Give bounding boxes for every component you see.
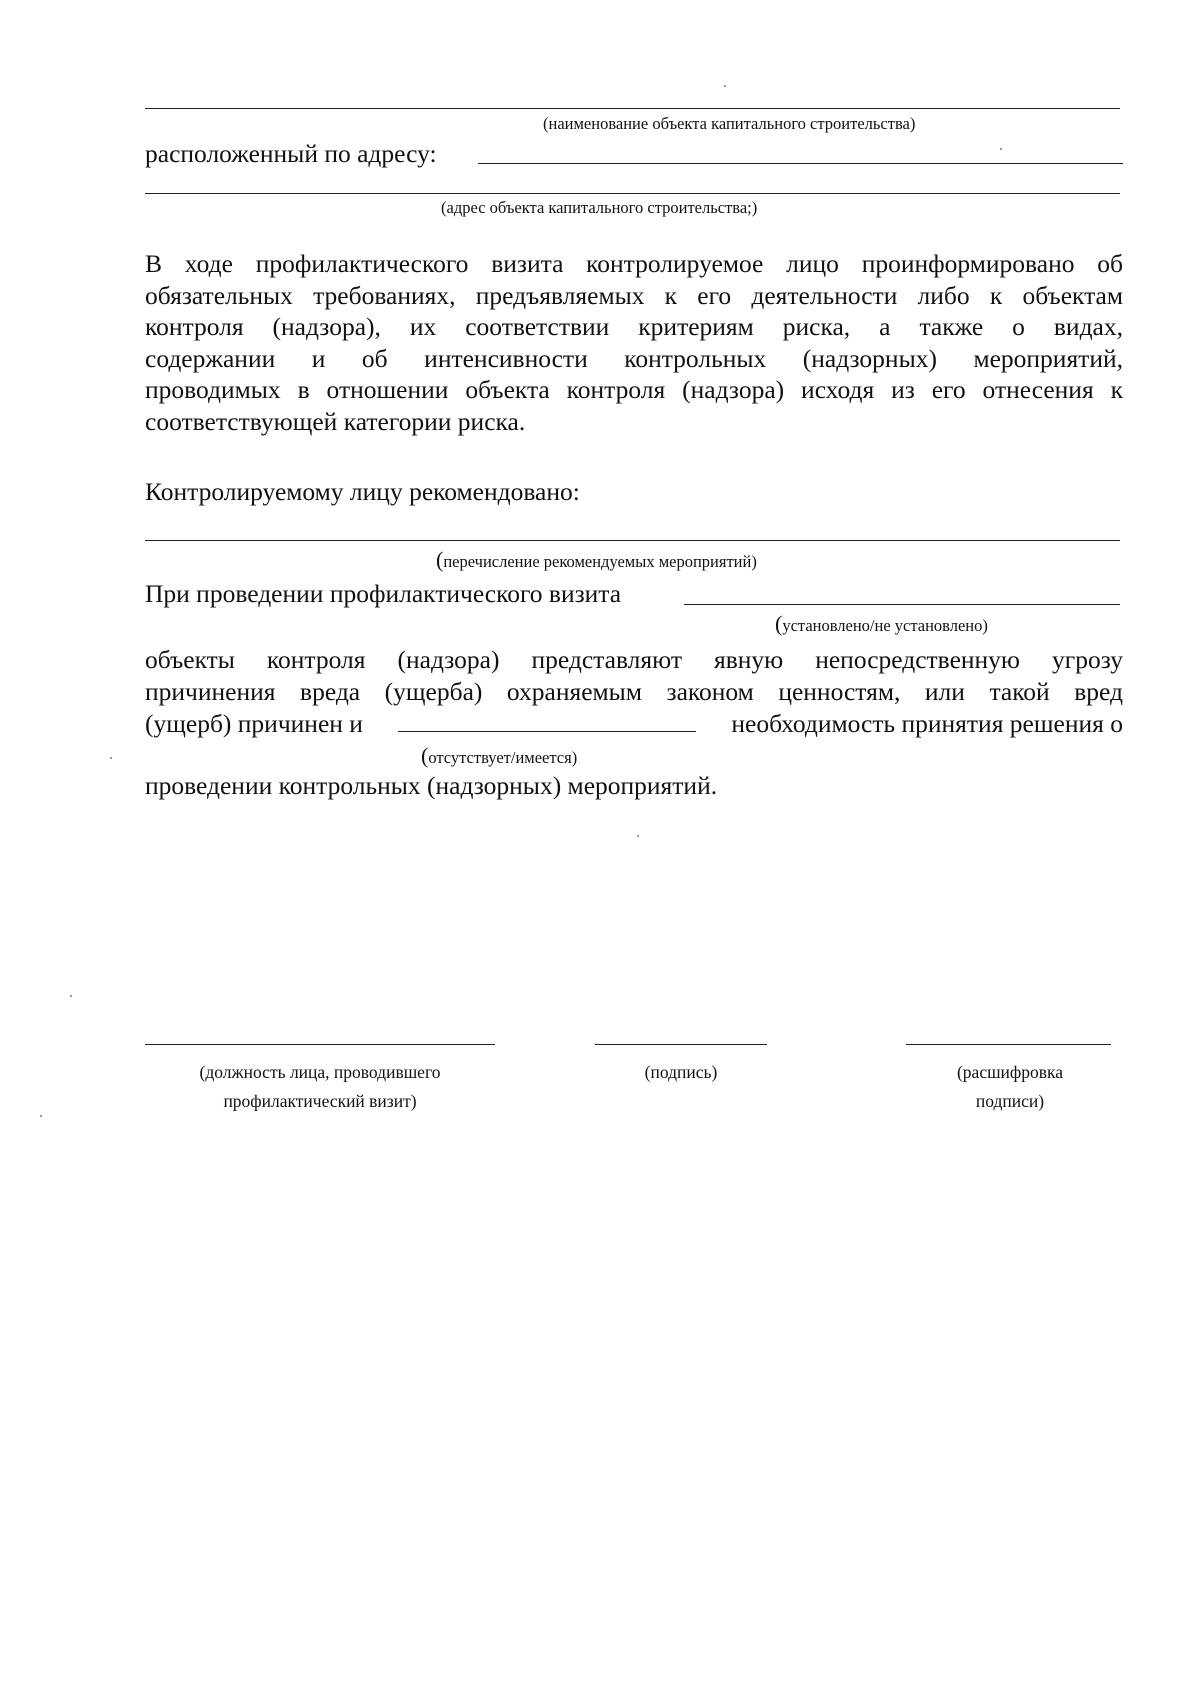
address-input-line: [478, 163, 1123, 164]
signature-caption-text: (подпись): [644, 1062, 718, 1082]
info-line: В ходе профилактического визита контролируемое лицо проинформировано об: [145, 249, 1123, 278]
object-name-line: [145, 108, 1120, 109]
scan-speck: [110, 757, 112, 759]
visit-result-line: [684, 604, 1120, 605]
object-name-caption: (наименование объекта капитального строительства): [543, 114, 916, 133]
recommended-label: Контролируемому лицу рекомендовано:: [145, 477, 580, 506]
recommended-caption-paren: (: [436, 547, 444, 572]
decoding-line: [906, 1044, 1111, 1045]
scan-speck: [1000, 148, 1002, 150]
position-caption: [160, 1058, 480, 1116]
address-caption: (адрес объекта капитального строительства;): [441, 198, 758, 217]
absent-caption-paren: (: [421, 743, 429, 768]
info-line: обязательных требованиях, предъявляемых к его деятельности либо к объектам: [145, 280, 1123, 310]
threat-line: [145, 707, 1123, 740]
recommended-line: [145, 540, 1120, 541]
info-line: содержании и об интенсивности контрольных (надзорных) мероприятий,: [145, 343, 1123, 373]
decoding-caption: [920, 1058, 1100, 1116]
established-caption-text: установлено/не установлено): [782, 616, 988, 635]
address-second-line: [145, 193, 1120, 194]
absent-caption: [421, 743, 578, 768]
position-caption-line: (должность лица, проводившего: [199, 1062, 441, 1082]
signature-caption: [595, 1058, 767, 1087]
info-line: проводимых в отношении объекта контроля (надзора) исходя из его отнесения к: [145, 375, 1123, 404]
visit-label: При проведении профилактического визита: [145, 579, 622, 608]
absent-input-line: [398, 707, 696, 732]
scan-speck: [724, 85, 726, 87]
position-line: [145, 1044, 495, 1045]
recommended-caption-text: перечисление рекомендуемых мероприятий): [443, 552, 757, 571]
position-caption-line: профилактический визит): [223, 1091, 417, 1111]
threat-line: причинения вреда (ущерба) охраняемым законом ценностям, или такой вред: [145, 676, 1123, 706]
established-caption: [775, 611, 988, 636]
info-line: соответствующей категории риска.: [145, 406, 526, 436]
decoding-caption-line: подписи): [975, 1091, 1045, 1111]
threat-line-start: (ущерб) причинен и: [145, 709, 363, 738]
scan-speck: [70, 995, 72, 997]
signature-line: [595, 1044, 767, 1045]
absent-caption-text: отсутствует/имеется): [428, 748, 578, 767]
info-line: контроля (надзора), их соответствии критериям риска, а также о видах,: [145, 312, 1123, 341]
info-paragraph: [145, 248, 1123, 437]
threat-line-end: необходимость принятия решения о: [731, 709, 1123, 738]
established-caption-paren: (: [775, 611, 783, 636]
address-label: расположенный по адресу:: [145, 139, 437, 168]
threat-paragraph: [145, 644, 1123, 740]
threat-line: проведении контрольных (надзорных) мероприятий.: [145, 771, 718, 800]
decoding-caption-line: (расшифровка: [956, 1062, 1064, 1082]
scan-speck: [637, 835, 639, 837]
threat-line: объекты контроля (надзора) представляют явную непосредственную угрозу: [145, 645, 1123, 674]
recommended-caption: [436, 547, 757, 572]
scan-speck: [40, 1115, 42, 1117]
